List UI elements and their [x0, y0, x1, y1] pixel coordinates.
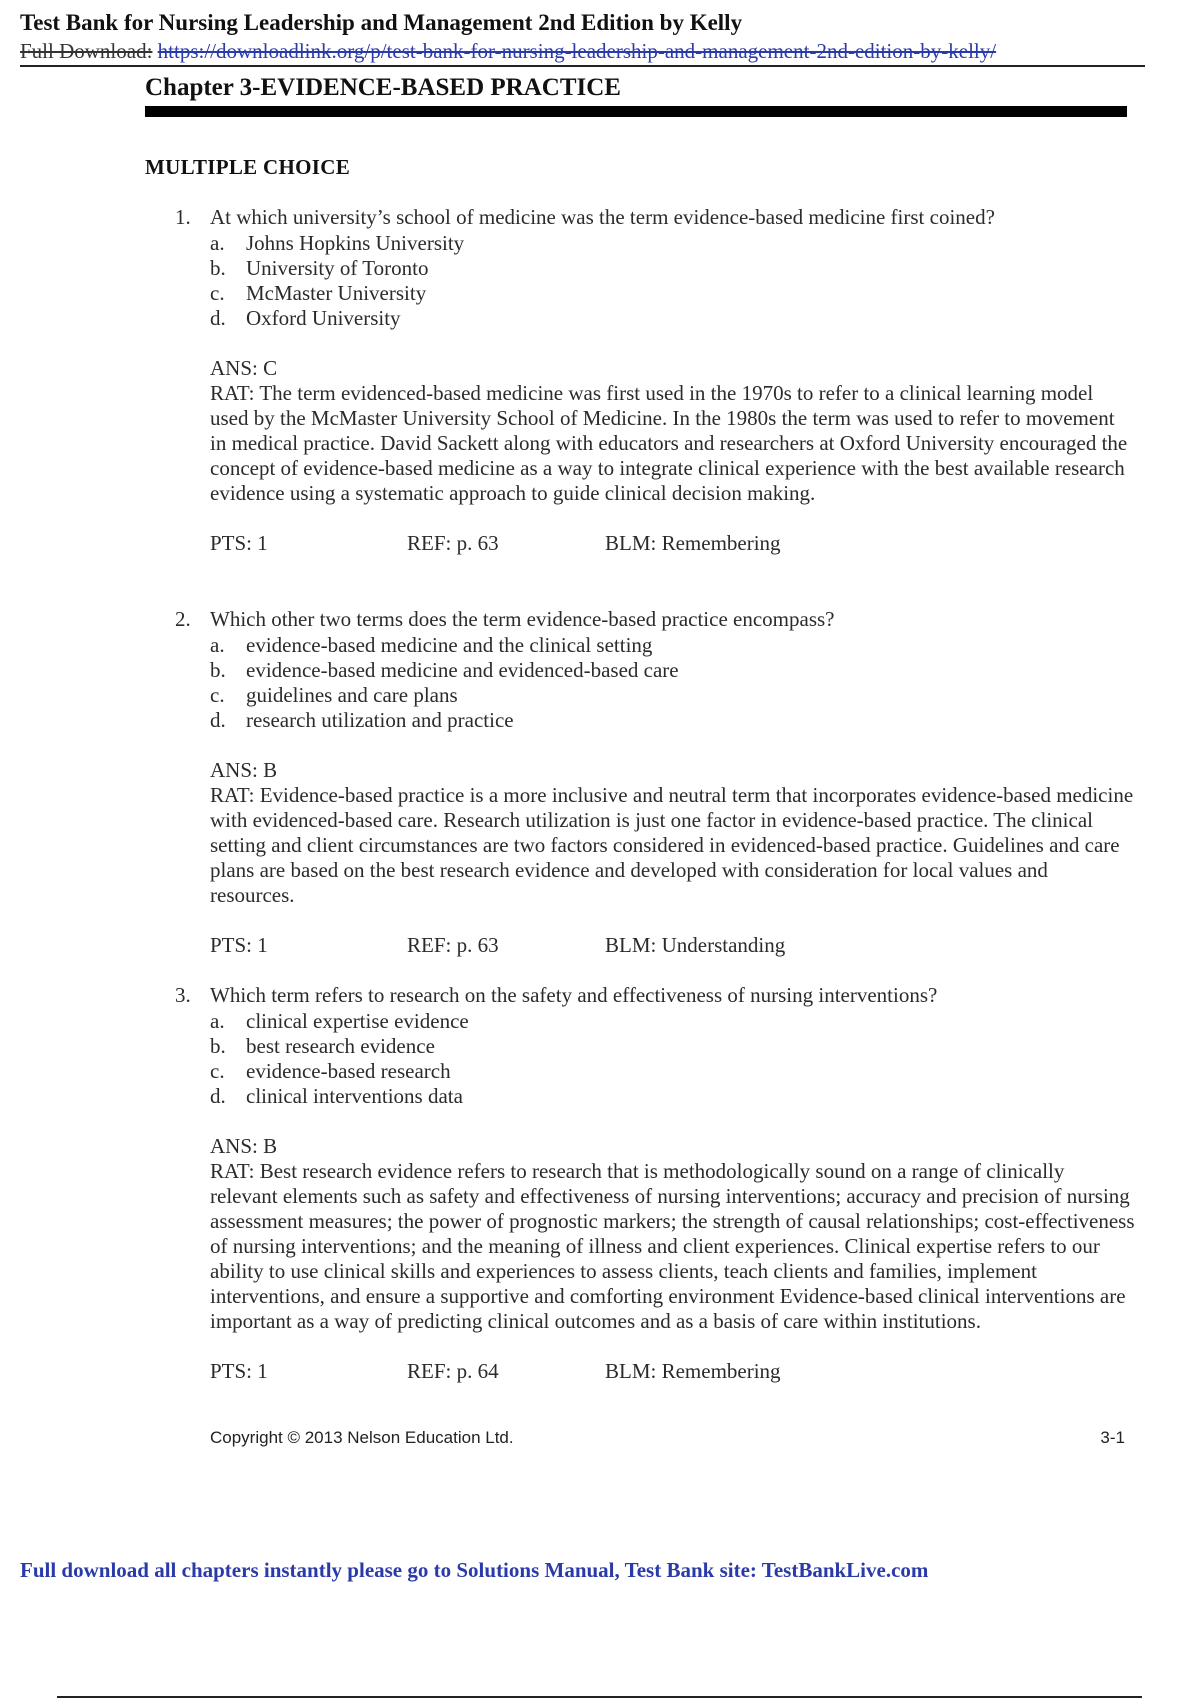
question-meta — [145, 1359, 1135, 1385]
rationale: RAT: The term evidenced-based medicine was first used in the 1970s to refer to a clinical learning model used by the McMaster University School of Medicine. In the 1980s the term was used to refer to movement in medical practice. David Sackett along with educators and researchers at Oxford University encouraged the concept of evidence-based medicine as a way to integrate clinical experience with the best available research evidence using a systematic approach to guide clinical decision making. — [210, 381, 1128, 505]
option-b: b. best research evidence — [210, 1034, 435, 1058]
question-number: 3. — [175, 983, 191, 1007]
page-header — [20, 8, 1145, 67]
question-stem — [145, 205, 1135, 230]
option-c: c. McMaster University — [210, 281, 427, 305]
question-3 — [145, 983, 1135, 1385]
question-number: 2. — [175, 607, 191, 631]
answer: ANS: B — [210, 1134, 278, 1158]
points: PTS: 1 — [210, 1359, 268, 1383]
option-c: c. evidence-based research — [210, 1059, 451, 1083]
points: PTS: 1 — [210, 531, 268, 555]
blooms-level: BLM: Remembering — [605, 531, 781, 555]
rationale: RAT: Best research evidence refers to research that is methodologically sound on a range of clinically relevant elements such as safety and effectiveness of nursing interventions; accuracy and precision of nursing assessment measures; the power of prognostic markers; the strength of causal relationships; cost-effectiveness of nursing interventions; and the meaning of illness and client experiences. Clinical expertise refers to our ability to use clinical skills and experiences to assess clients, teach clients and families, implement interventions, and ensure a supportive and comforting environment Evidence-based clinical interventions are important as a way of predicting clinical outcomes and as a basis of care within institutions. — [210, 1159, 1135, 1333]
rationale: RAT: Evidence-based practice is a more inclusive and neutral term that incorporates evidence-based medicine with evidenced-based care. Research utilization is just one factor in evidence-based practice. The clinical setting and client circumstances are two factors considered in evidenced-based practice. Guidelines and care plans are based on the best research evidence and developed with consideration for local values and resources. — [210, 783, 1134, 907]
question-number: 1. — [175, 205, 191, 229]
option-b: b. University of Toronto — [210, 256, 429, 280]
option-list — [145, 1009, 1135, 1109]
option-c: c. guidelines and care plans — [210, 683, 458, 707]
download-link[interactable]: https://downloadlink.org/p/test-bank-for-nursing-leadership-and-management-2nd-edition-by-kelly/ — [157, 39, 997, 63]
option-b: b. evidence-based medicine and evidenced-based care — [210, 658, 679, 682]
question-stem — [145, 983, 1135, 1008]
reference: REF: p. 63 — [407, 531, 499, 555]
option-a: a. evidence-based medicine and the clinical setting — [210, 633, 653, 657]
option-d: d. clinical interventions data — [210, 1084, 463, 1108]
option-d: d. Oxford University — [210, 306, 401, 330]
question-meta — [145, 531, 1135, 557]
points: PTS: 1 — [210, 933, 268, 957]
chapter-title: Chapter 3-EVIDENCE-BASED PRACTICE — [145, 72, 1127, 117]
option-list — [145, 633, 1135, 733]
bottom-divider — [57, 1696, 1142, 1698]
reference: REF: p. 63 — [407, 933, 499, 957]
promo-link[interactable]: Full download all chapters instantly please go to Solutions Manual, Test Bank site: TestBankLive.com — [20, 1558, 929, 1582]
blooms-level: BLM: Remembering — [605, 1359, 781, 1383]
question-1 — [145, 205, 1135, 557]
download-line — [20, 38, 1145, 67]
page-number: 3-1 — [1100, 1428, 1125, 1447]
page-footer — [210, 1428, 1125, 1448]
reference: REF: p. 64 — [407, 1359, 499, 1383]
option-list — [145, 231, 1135, 331]
question-text: At which university’s school of medicine was the term evidence-based medicine first coined? — [210, 205, 995, 229]
document-title: Test Bank for Nursing Leadership and Management 2nd Edition by Kelly — [20, 10, 743, 35]
answer: ANS: C — [210, 356, 278, 380]
question-text: Which other two terms does the term evidence-based practice encompass? — [210, 607, 835, 631]
blooms-level: BLM: Understanding — [605, 933, 786, 957]
option-a: a. clinical expertise evidence — [210, 1009, 469, 1033]
answer: ANS: B — [210, 758, 278, 782]
question-2 — [145, 607, 1135, 959]
download-label: Full Download: — [20, 39, 153, 63]
option-a: a. Johns Hopkins University — [210, 231, 465, 255]
option-d: d. research utilization and practice — [210, 708, 514, 732]
question-text: Which term refers to research on the safety and effectiveness of nursing interventions? — [210, 983, 938, 1007]
question-stem — [145, 607, 1135, 632]
section-heading: MULTIPLE CHOICE — [145, 155, 351, 179]
question-meta — [145, 933, 1135, 959]
copyright-notice: Copyright © 2013 Nelson Education Ltd. — [210, 1428, 514, 1447]
